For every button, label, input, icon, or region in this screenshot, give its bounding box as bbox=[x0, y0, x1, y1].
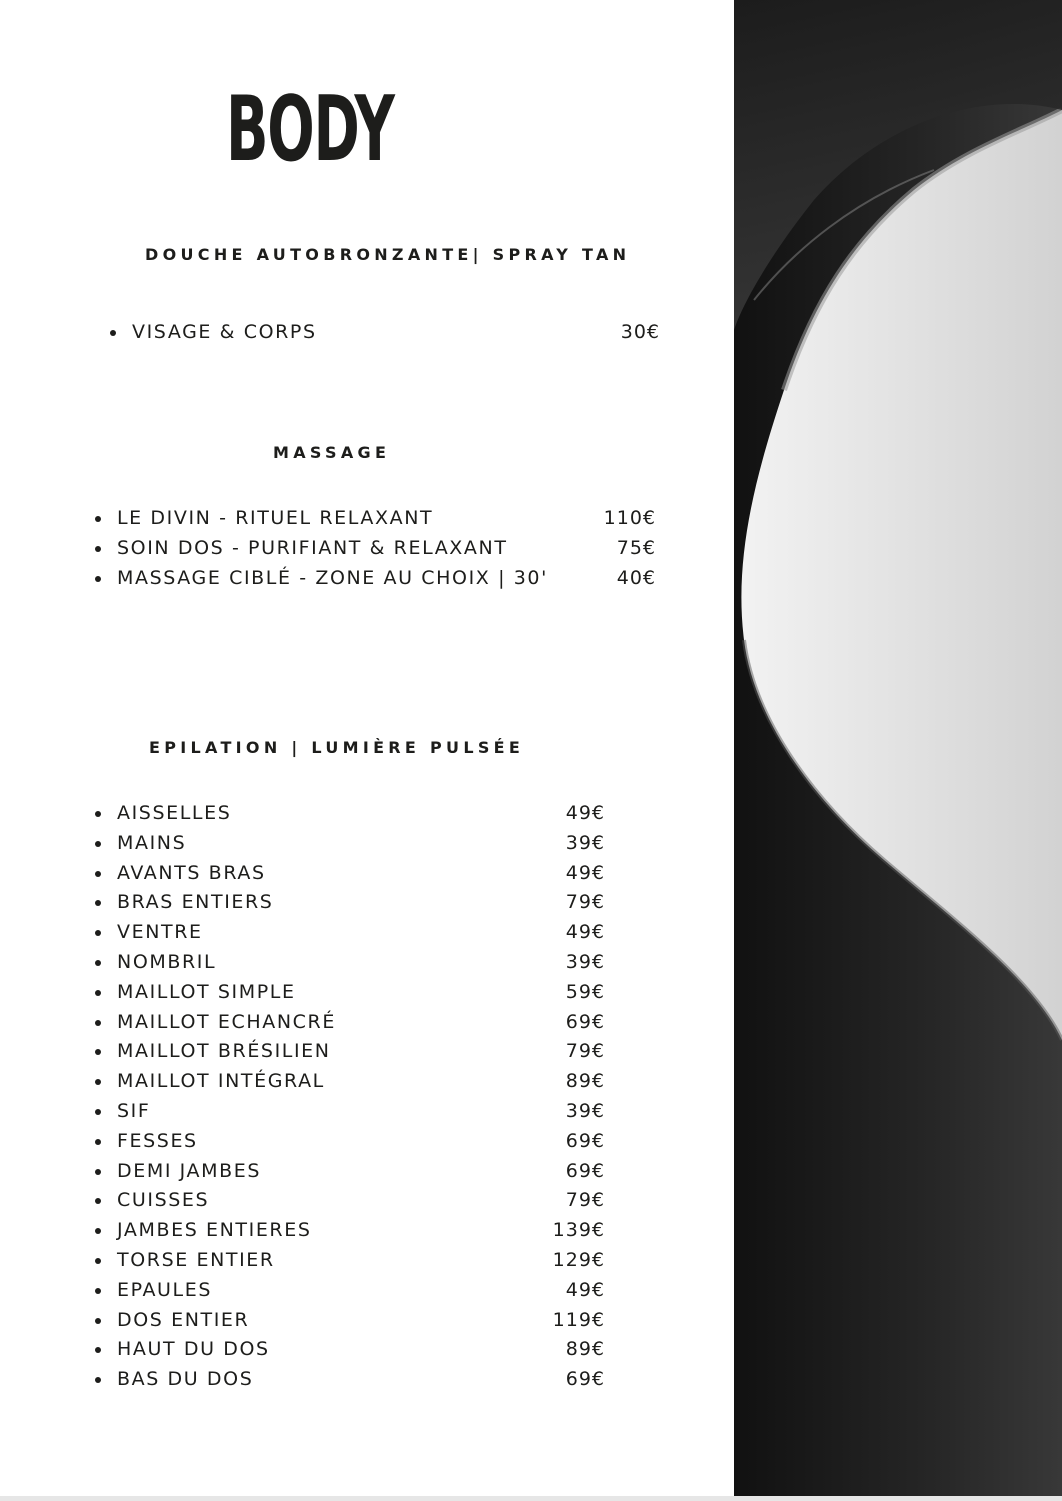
body-photo bbox=[734, 0, 1062, 1501]
item-price: 30€ bbox=[620, 321, 660, 343]
list-item bbox=[117, 1097, 605, 1127]
item-label: LE DIVIN - RITUEL RELAXANT bbox=[117, 507, 434, 529]
item-price: 129€ bbox=[552, 1248, 605, 1271]
epilation-list bbox=[117, 799, 605, 1395]
list-item bbox=[132, 318, 660, 348]
item-price: 69€ bbox=[565, 1368, 605, 1391]
list-item bbox=[117, 918, 605, 948]
list-item bbox=[117, 564, 656, 594]
page-title: BODY bbox=[226, 77, 394, 182]
list-item bbox=[117, 1186, 605, 1216]
section-heading-epilation: EPILATION | LUMIÈRE PULSÉE bbox=[149, 738, 525, 757]
item-price: 89€ bbox=[565, 1070, 605, 1093]
item-price: 39€ bbox=[565, 1099, 605, 1122]
item-price: 79€ bbox=[565, 1040, 605, 1063]
list-item bbox=[117, 1008, 605, 1038]
item-label: DOS ENTIER bbox=[117, 1308, 250, 1331]
item-label: BAS DU DOS bbox=[117, 1368, 254, 1391]
list-item bbox=[117, 799, 605, 829]
item-label: CUISSES bbox=[117, 1189, 210, 1212]
item-label: DEMI JAMBES bbox=[117, 1159, 262, 1182]
section-heading-massage: MASSAGE bbox=[273, 443, 391, 462]
item-price: 49€ bbox=[565, 1278, 605, 1301]
page-bottom-divider bbox=[0, 1496, 1062, 1501]
item-price: 39€ bbox=[565, 950, 605, 973]
item-price: 119€ bbox=[552, 1308, 605, 1331]
item-price: 49€ bbox=[565, 802, 605, 824]
item-label: AISSELLES bbox=[117, 802, 232, 824]
item-price: 59€ bbox=[565, 980, 605, 1003]
list-item bbox=[117, 1276, 605, 1306]
item-label: MAINS bbox=[117, 831, 187, 854]
item-price: 139€ bbox=[552, 1219, 605, 1242]
item-label: SOIN DOS - PURIFIANT & RELAXANT bbox=[117, 536, 508, 559]
list-item bbox=[117, 978, 605, 1008]
item-label: VENTRE bbox=[117, 921, 203, 944]
item-label: MASSAGE CIBLÉ - ZONE AU CHOIX | 30' bbox=[117, 566, 548, 589]
list-item bbox=[117, 1216, 605, 1246]
section-heading-spray-tan: DOUCHE AUTOBRONZANTE| SPRAY TAN bbox=[145, 245, 631, 264]
item-label: BRAS ENTIERS bbox=[117, 891, 274, 914]
item-price: 49€ bbox=[565, 861, 605, 884]
item-label: VISAGE & CORPS bbox=[132, 321, 317, 343]
item-label: HAUT DU DOS bbox=[117, 1338, 270, 1361]
body-photo-illustration bbox=[734, 0, 1062, 1501]
list-item bbox=[117, 1365, 605, 1395]
item-label: SIF bbox=[117, 1099, 151, 1122]
item-price: 39€ bbox=[565, 831, 605, 854]
item-price: 69€ bbox=[565, 1129, 605, 1152]
item-label: FESSES bbox=[117, 1129, 198, 1152]
item-label: EPAULES bbox=[117, 1278, 213, 1301]
spray-tan-list bbox=[132, 318, 660, 348]
list-item bbox=[117, 1127, 605, 1157]
list-item bbox=[117, 1335, 605, 1365]
item-label: MAILLOT BRÉSILIEN bbox=[117, 1040, 331, 1063]
item-price: 69€ bbox=[565, 1010, 605, 1033]
list-item bbox=[117, 1306, 605, 1336]
item-label: AVANTS BRAS bbox=[117, 861, 266, 884]
list-item bbox=[117, 1246, 605, 1276]
list-item bbox=[117, 1067, 605, 1097]
item-price: 40€ bbox=[616, 566, 656, 589]
item-label: MAILLOT ECHANCRÉ bbox=[117, 1010, 336, 1033]
list-item bbox=[117, 534, 656, 564]
list-item bbox=[117, 829, 605, 859]
item-price: 75€ bbox=[616, 536, 656, 559]
item-price: 79€ bbox=[565, 1189, 605, 1212]
list-item bbox=[117, 859, 605, 889]
list-item bbox=[117, 1157, 605, 1187]
massage-list bbox=[117, 504, 656, 593]
list-item bbox=[117, 888, 605, 918]
list-item bbox=[117, 948, 605, 978]
item-label: NOMBRIL bbox=[117, 950, 217, 973]
list-item bbox=[117, 1037, 605, 1067]
item-price: 79€ bbox=[565, 891, 605, 914]
item-label: JAMBES ENTIERES bbox=[117, 1219, 312, 1242]
item-price: 49€ bbox=[565, 921, 605, 944]
item-label: MAILLOT SIMPLE bbox=[117, 980, 296, 1003]
item-price: 89€ bbox=[565, 1338, 605, 1361]
item-label: MAILLOT INTÉGRAL bbox=[117, 1070, 325, 1093]
item-label: TORSE ENTIER bbox=[117, 1248, 275, 1271]
list-item bbox=[117, 504, 656, 534]
item-price: 69€ bbox=[565, 1159, 605, 1182]
item-price: 110€ bbox=[603, 507, 656, 529]
